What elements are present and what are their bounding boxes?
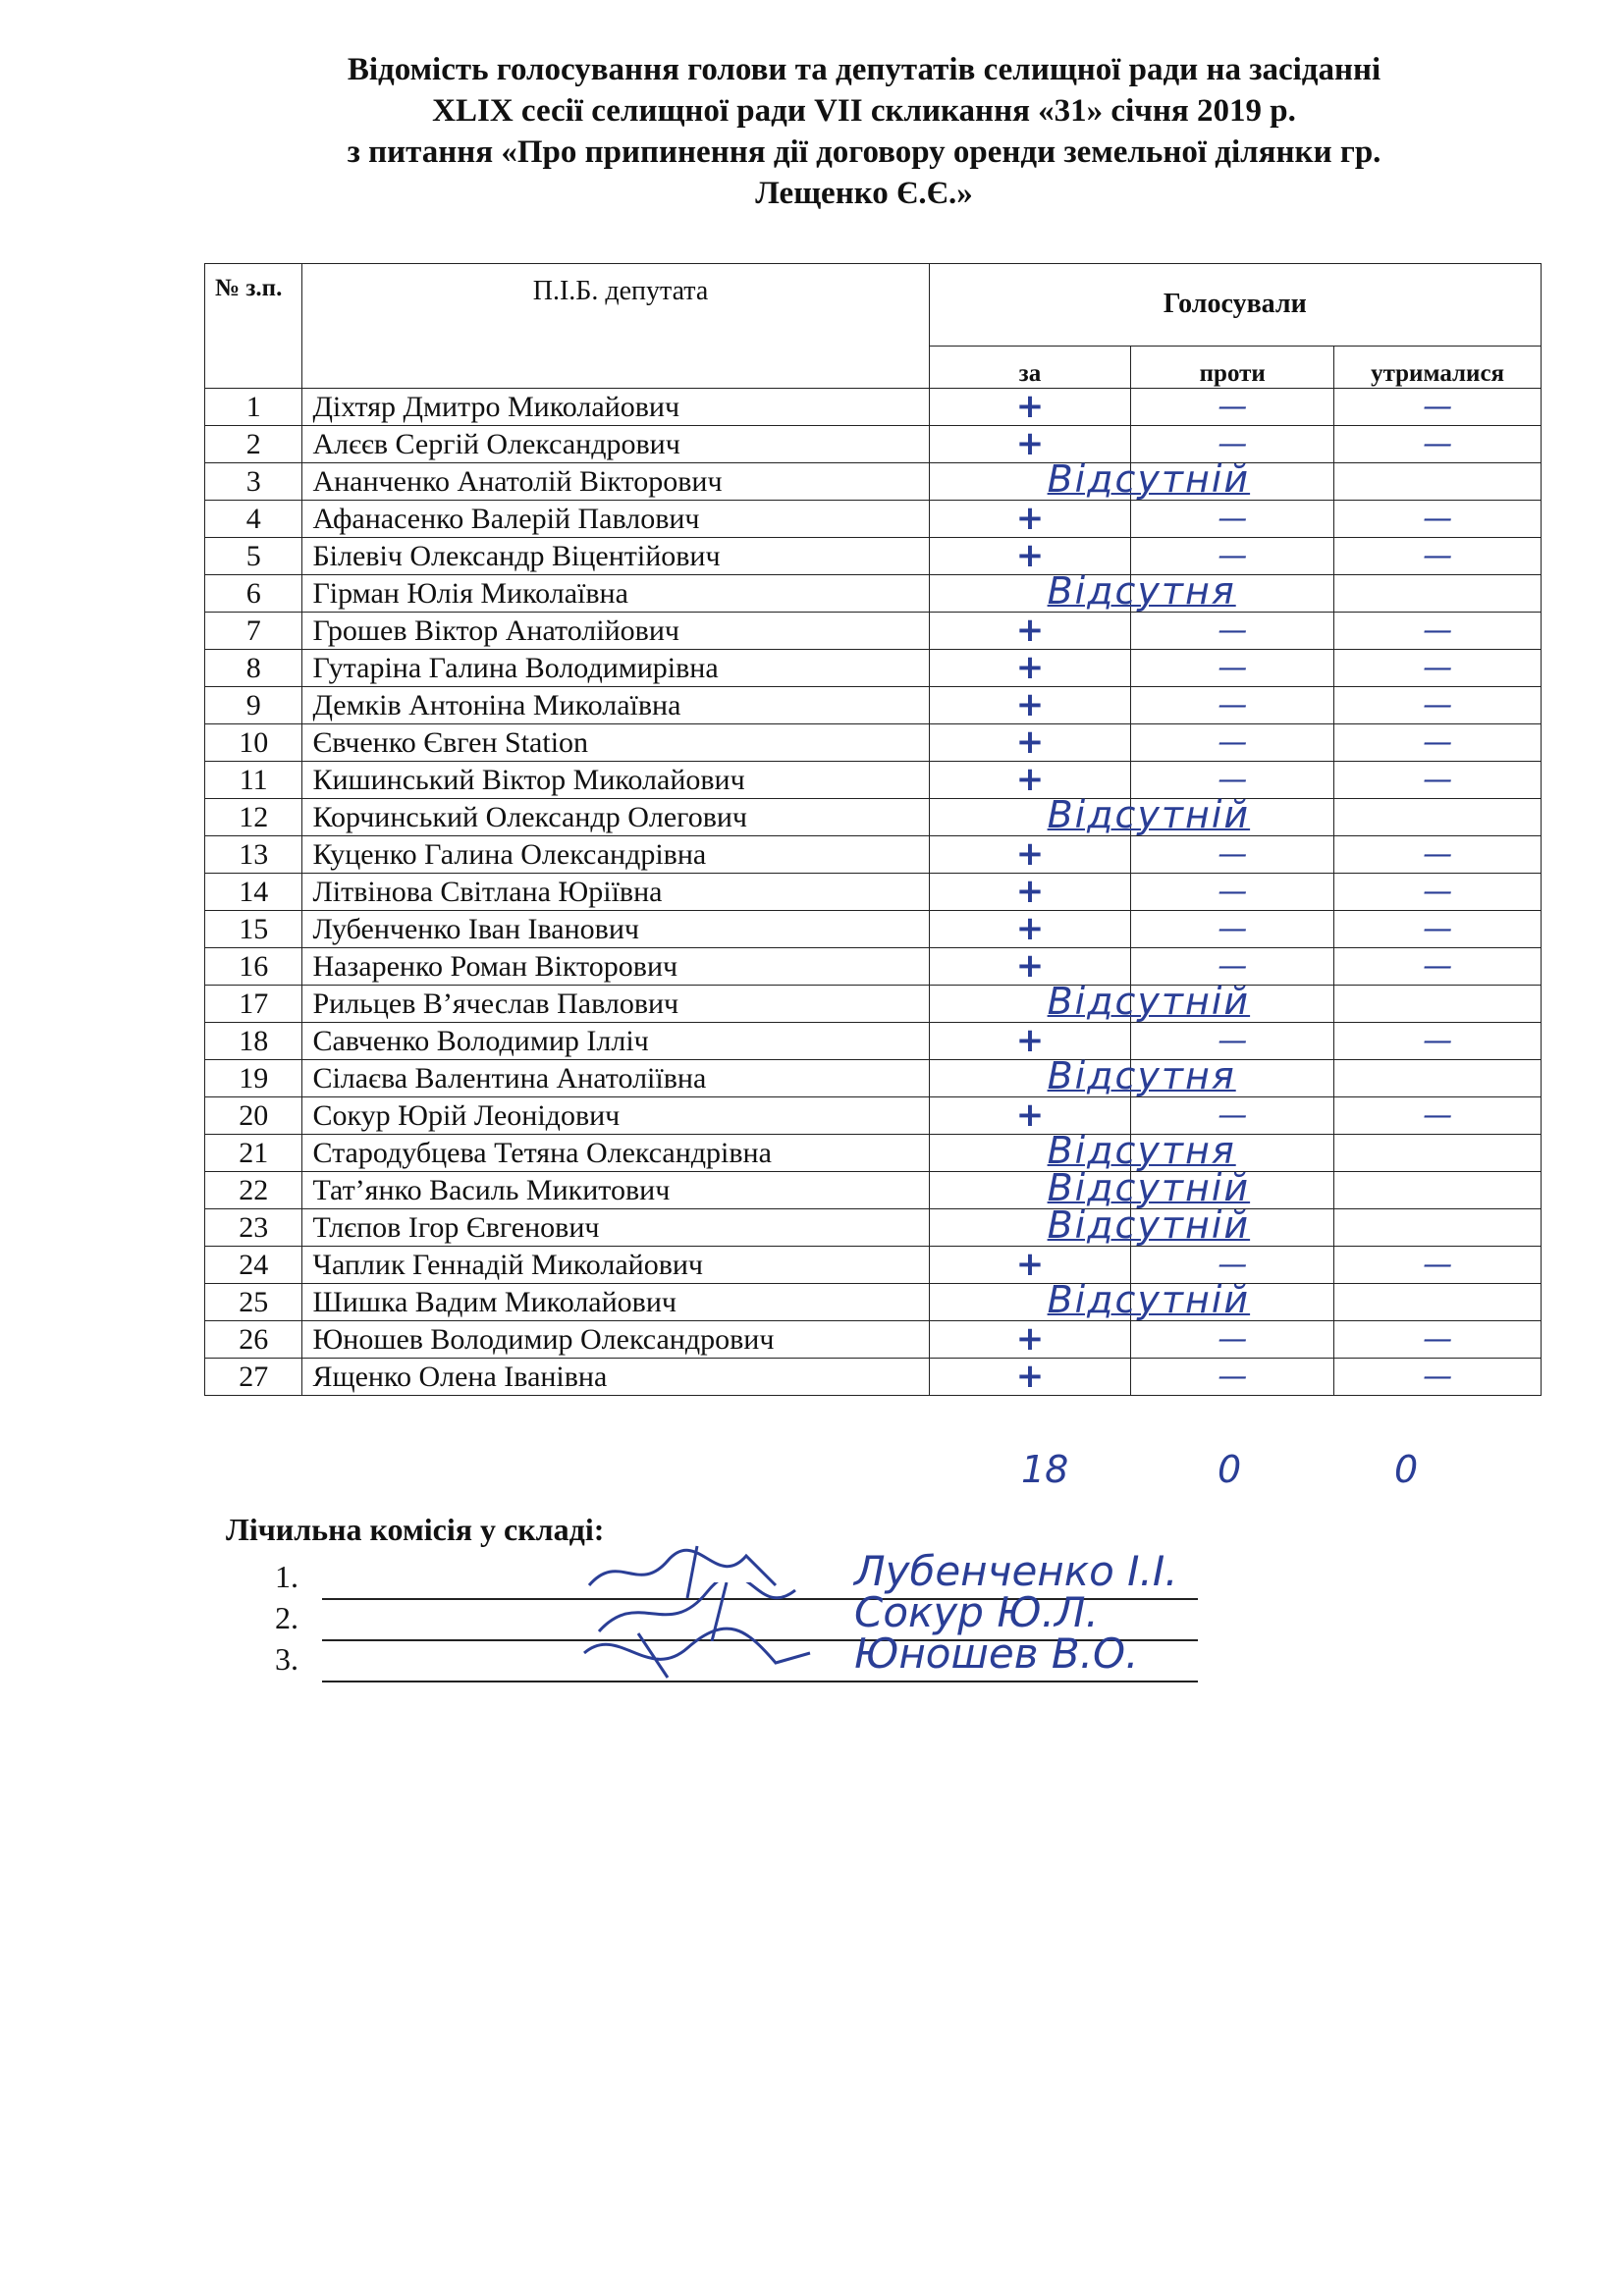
row-number: 18 bbox=[205, 1023, 302, 1060]
vote-mark: — bbox=[1423, 539, 1453, 573]
vote-against-cell bbox=[1131, 389, 1334, 426]
table-row bbox=[205, 613, 1542, 650]
vote-against-cell bbox=[1131, 650, 1334, 687]
header-line-2: XLIX сесії селищної ради VII скликання «31» січня 2019 р. bbox=[432, 93, 1296, 129]
absent-note: Відсутній bbox=[1047, 980, 1251, 1023]
column-header-number: № з.п. bbox=[205, 264, 302, 389]
vote-mark: — bbox=[1218, 1360, 1248, 1394]
table-row bbox=[205, 687, 1542, 724]
vote-mark: — bbox=[1218, 875, 1248, 909]
vote-mark: — bbox=[1423, 725, 1453, 760]
vote-for-cell bbox=[929, 687, 1131, 724]
vote-mark: — bbox=[1423, 837, 1453, 872]
vote-for-cell bbox=[929, 724, 1131, 762]
vote-for-cell bbox=[929, 980, 1251, 1023]
vote-for-cell bbox=[929, 874, 1131, 911]
deputy-name: Назаренко Роман Вікторович bbox=[302, 948, 929, 986]
deputy-name: Тат’янко Василь Микитович bbox=[302, 1172, 929, 1209]
vote-mark: + bbox=[1015, 611, 1045, 650]
vote-mark: + bbox=[1015, 1021, 1045, 1060]
vote-mark: — bbox=[1423, 875, 1453, 909]
vote-abstain-cell bbox=[1334, 1060, 1542, 1097]
row-number: 11 bbox=[205, 762, 302, 799]
row-number: 27 bbox=[205, 1359, 302, 1396]
absent-note: Відсутній bbox=[1047, 793, 1251, 836]
vote-mark: — bbox=[1423, 688, 1453, 722]
member-number: 3. bbox=[275, 1641, 298, 1677]
vote-mark: + bbox=[1015, 946, 1045, 986]
vote-abstain-cell bbox=[1334, 501, 1542, 538]
vote-mark: + bbox=[1015, 685, 1045, 724]
vote-for-cell bbox=[929, 793, 1251, 836]
vote-for-cell bbox=[929, 1321, 1131, 1359]
deputy-name: Афанасенко Валерій Павлович bbox=[302, 501, 929, 538]
vote-abstain-cell bbox=[1334, 613, 1542, 650]
member-number: 2. bbox=[275, 1600, 298, 1635]
row-number: 1 bbox=[205, 389, 302, 426]
row-number: 21 bbox=[205, 1135, 302, 1172]
row-number: 22 bbox=[205, 1172, 302, 1209]
table-row bbox=[205, 426, 1542, 463]
vote-abstain-cell bbox=[1334, 1284, 1542, 1321]
deputy-name: Гірман Юлія Миколаївна bbox=[302, 575, 929, 613]
vote-mark: — bbox=[1218, 614, 1248, 648]
vote-against-cell bbox=[1131, 724, 1334, 762]
vote-mark: + bbox=[1015, 1357, 1045, 1396]
vote-abstain-cell bbox=[1334, 1247, 1542, 1284]
vote-mark: — bbox=[1423, 1322, 1453, 1357]
commission-title: Лічильна комісія у складі: bbox=[226, 1512, 605, 1547]
table-row bbox=[205, 911, 1542, 948]
vote-mark: — bbox=[1423, 1360, 1453, 1394]
vote-for-cell bbox=[929, 1359, 1131, 1396]
vote-mark: + bbox=[1015, 648, 1045, 687]
deputy-name: Тлєпов Ігор Євгенович bbox=[302, 1209, 929, 1247]
absent-note: Відсутня bbox=[1047, 1129, 1236, 1172]
vote-against-cell bbox=[1131, 613, 1334, 650]
vote-mark: — bbox=[1218, 725, 1248, 760]
vote-mark: + bbox=[1015, 499, 1045, 538]
vote-abstain-cell bbox=[1334, 538, 1542, 575]
table-row bbox=[205, 463, 1542, 501]
vote-for-cell bbox=[929, 1278, 1251, 1321]
row-number: 16 bbox=[205, 948, 302, 986]
vote-abstain-cell bbox=[1334, 426, 1542, 463]
vote-for-cell bbox=[929, 911, 1131, 948]
vote-abstain-cell bbox=[1334, 463, 1542, 501]
column-header-abstain: утрималися bbox=[1334, 346, 1542, 388]
vote-abstain-cell bbox=[1334, 799, 1542, 836]
vote-abstain-cell bbox=[1334, 1097, 1542, 1135]
column-header-voted: Голосували bbox=[929, 264, 1541, 347]
vote-abstain-cell bbox=[1334, 986, 1542, 1023]
vote-for-cell bbox=[929, 1203, 1251, 1247]
column-header-name: П.І.Б. депутата bbox=[302, 264, 929, 389]
row-number: 10 bbox=[205, 724, 302, 762]
row-number: 20 bbox=[205, 1097, 302, 1135]
deputy-name: Діхтяр Дмитро Миколайович bbox=[302, 389, 929, 426]
table-row bbox=[205, 724, 1542, 762]
absent-note: Відсутній bbox=[1047, 1166, 1251, 1209]
vote-abstain-cell bbox=[1334, 1209, 1542, 1247]
deputy-name: Євченко Євген Station bbox=[302, 724, 929, 762]
deputy-name: Чаплик Геннадій Миколайович bbox=[302, 1247, 929, 1284]
vote-against-cell bbox=[1131, 1359, 1334, 1396]
vote-mark: — bbox=[1218, 651, 1248, 685]
table-row bbox=[205, 1023, 1542, 1060]
vote-mark: — bbox=[1218, 688, 1248, 722]
deputy-name: Ященко Олена Іванівна bbox=[302, 1359, 929, 1396]
table-row bbox=[205, 538, 1542, 575]
vote-abstain-cell bbox=[1334, 389, 1542, 426]
vote-mark: — bbox=[1423, 1098, 1453, 1133]
header-line-1: Відомість голосування голови та депутатів селищної ради на засіданні bbox=[347, 52, 1381, 87]
deputy-name: Куценко Галина Олександрівна bbox=[302, 836, 929, 874]
member-number: 1. bbox=[275, 1559, 298, 1594]
vote-against-cell bbox=[1131, 874, 1334, 911]
deputy-name: Шишка Вадим Миколайович bbox=[302, 1284, 929, 1321]
table-row bbox=[205, 799, 1542, 836]
deputy-name: Стародубцева Тетяна Олександрівна bbox=[302, 1135, 929, 1172]
table-row bbox=[205, 762, 1542, 799]
vote-for-cell bbox=[929, 501, 1131, 538]
vote-mark: + bbox=[1015, 1319, 1045, 1359]
vote-abstain-cell bbox=[1334, 1172, 1542, 1209]
vote-mark: — bbox=[1218, 1322, 1248, 1357]
table-row bbox=[205, 501, 1542, 538]
vote-mark: + bbox=[1015, 536, 1045, 575]
vote-mark: — bbox=[1218, 427, 1248, 461]
vote-for-cell bbox=[929, 650, 1131, 687]
vote-mark: — bbox=[1423, 390, 1453, 424]
deputy-name: Грошев Віктор Анатолійович bbox=[302, 613, 929, 650]
table-body bbox=[205, 389, 1542, 1396]
member-name: Юношев В.О. bbox=[854, 1629, 1139, 1678]
vote-mark: — bbox=[1218, 502, 1248, 536]
vote-abstain-cell bbox=[1334, 1321, 1542, 1359]
vote-mark: — bbox=[1218, 912, 1248, 946]
deputy-name: Літвінова Світлана Юріївна bbox=[302, 874, 929, 911]
row-number: 25 bbox=[205, 1284, 302, 1321]
absent-note: Відсутня bbox=[1047, 569, 1236, 613]
vote-mark: + bbox=[1015, 760, 1045, 799]
vote-mark: + bbox=[1015, 909, 1045, 948]
deputy-name: Білевіч Олександр Віцентійович bbox=[302, 538, 929, 575]
table-row bbox=[205, 1321, 1542, 1359]
vote-abstain-cell bbox=[1334, 911, 1542, 948]
vote-mark: — bbox=[1423, 427, 1453, 461]
deputy-name: Кишинський Віктор Миколайович bbox=[302, 762, 929, 799]
vote-mark: — bbox=[1423, 502, 1453, 536]
signature-icon bbox=[579, 1624, 815, 1682]
table-row bbox=[205, 650, 1542, 687]
deputy-name: Сілаєва Валентина Анатоліївна bbox=[302, 1060, 929, 1097]
vote-for-cell bbox=[929, 457, 1251, 501]
row-number: 8 bbox=[205, 650, 302, 687]
header-line-4: Лещенко Є.Є.» bbox=[755, 176, 973, 211]
deputy-name: Лубенченко Іван Іванович bbox=[302, 911, 929, 948]
vote-mark: — bbox=[1423, 912, 1453, 946]
table-row bbox=[205, 836, 1542, 874]
deputy-name: Савченко Володимир Ілліч bbox=[302, 1023, 929, 1060]
row-number: 26 bbox=[205, 1321, 302, 1359]
vote-abstain-cell bbox=[1334, 874, 1542, 911]
vote-mark: — bbox=[1423, 614, 1453, 648]
table-row bbox=[205, 1247, 1542, 1284]
table-row bbox=[205, 1284, 1542, 1321]
vote-abstain-cell bbox=[1334, 836, 1542, 874]
vote-mark: — bbox=[1218, 837, 1248, 872]
vote-against-cell bbox=[1131, 687, 1334, 724]
vote-abstain-cell bbox=[1334, 575, 1542, 613]
row-number: 9 bbox=[205, 687, 302, 724]
vote-mark: — bbox=[1218, 949, 1248, 984]
row-number: 15 bbox=[205, 911, 302, 948]
vote-mark: + bbox=[1015, 834, 1045, 874]
column-header-against: проти bbox=[1131, 346, 1334, 388]
column-header-for: за bbox=[929, 346, 1131, 388]
vote-mark: — bbox=[1218, 539, 1248, 573]
document-header bbox=[226, 49, 1502, 214]
deputy-name: Демків Антоніна Миколаївна bbox=[302, 687, 929, 724]
vote-mark: — bbox=[1218, 1024, 1248, 1058]
deputy-name: Ананченко Анатолій Вікторович bbox=[302, 463, 929, 501]
deputy-name: Рильцев В’ячеслав Павлович bbox=[302, 986, 929, 1023]
vote-mark: — bbox=[1423, 1024, 1453, 1058]
row-number: 24 bbox=[205, 1247, 302, 1284]
vote-mark: — bbox=[1423, 949, 1453, 984]
vote-abstain-cell bbox=[1334, 650, 1542, 687]
absent-note: Відсутній bbox=[1047, 457, 1251, 501]
member-name: Лубенченко І.І. bbox=[854, 1547, 1178, 1595]
vote-abstain-cell bbox=[1334, 1359, 1542, 1396]
table-row bbox=[205, 389, 1542, 426]
row-number: 17 bbox=[205, 986, 302, 1023]
member-name: Сокур Ю.Л. bbox=[854, 1588, 1099, 1636]
commission-member bbox=[275, 1629, 1198, 1690]
vote-for-cell bbox=[929, 836, 1131, 874]
vote-mark: — bbox=[1218, 763, 1248, 797]
table-row bbox=[205, 575, 1542, 613]
vote-for-cell bbox=[929, 613, 1131, 650]
table-row bbox=[205, 986, 1542, 1023]
vote-mark: + bbox=[1015, 424, 1045, 463]
vote-mark: + bbox=[1015, 1245, 1045, 1284]
voting-table bbox=[204, 263, 1542, 1396]
header-line-3: з питання «Про припинення дії договору оренди земельної ділянки гр. bbox=[347, 134, 1381, 170]
vote-mark: + bbox=[1015, 1095, 1045, 1135]
vote-mark: — bbox=[1218, 1098, 1248, 1133]
row-number: 6 bbox=[205, 575, 302, 613]
vote-abstain-cell bbox=[1334, 1023, 1542, 1060]
vote-against-cell bbox=[1131, 1321, 1334, 1359]
vote-for-cell bbox=[929, 389, 1131, 426]
row-number: 14 bbox=[205, 874, 302, 911]
row-number: 19 bbox=[205, 1060, 302, 1097]
vote-against-cell bbox=[1131, 836, 1334, 874]
vote-for-cell bbox=[929, 1054, 1236, 1097]
row-number: 5 bbox=[205, 538, 302, 575]
row-number: 12 bbox=[205, 799, 302, 836]
deputy-name: Юношев Володимир Олександрович bbox=[302, 1321, 929, 1359]
vote-mark: — bbox=[1423, 651, 1453, 685]
total-against: 0 bbox=[1218, 1448, 1242, 1491]
row-number: 13 bbox=[205, 836, 302, 874]
absent-note: Відсутня bbox=[1047, 1054, 1236, 1097]
absent-note: Відсутній bbox=[1047, 1278, 1251, 1321]
table-row bbox=[205, 948, 1542, 986]
vote-mark: — bbox=[1218, 1248, 1248, 1282]
row-number: 2 bbox=[205, 426, 302, 463]
vote-mark: — bbox=[1423, 1248, 1453, 1282]
total-abstain: 0 bbox=[1394, 1448, 1419, 1491]
vote-abstain-cell bbox=[1334, 724, 1542, 762]
vote-abstain-cell bbox=[1334, 1135, 1542, 1172]
row-number: 4 bbox=[205, 501, 302, 538]
vote-mark: + bbox=[1015, 387, 1045, 426]
table-row bbox=[205, 874, 1542, 911]
table-row bbox=[205, 1060, 1542, 1097]
row-number: 7 bbox=[205, 613, 302, 650]
total-for: 18 bbox=[1021, 1448, 1069, 1491]
vote-for-cell bbox=[929, 569, 1236, 613]
deputy-name: Сокур Юрій Леонідович bbox=[302, 1097, 929, 1135]
row-number: 23 bbox=[205, 1209, 302, 1247]
deputy-name: Гутаріна Галина Володимирівна bbox=[302, 650, 929, 687]
vote-against-cell bbox=[1131, 501, 1334, 538]
table-row bbox=[205, 1209, 1542, 1247]
table-row bbox=[205, 1172, 1542, 1209]
table-row bbox=[205, 1359, 1542, 1396]
deputy-name: Алєєв Сергій Олександрович bbox=[302, 426, 929, 463]
deputy-name: Корчинський Олександр Олегович bbox=[302, 799, 929, 836]
absent-note: Відсутній bbox=[1047, 1203, 1251, 1247]
row-number: 3 bbox=[205, 463, 302, 501]
vote-mark: + bbox=[1015, 872, 1045, 911]
vote-against-cell bbox=[1131, 911, 1334, 948]
vote-mark: — bbox=[1218, 390, 1248, 424]
vote-abstain-cell bbox=[1334, 687, 1542, 724]
table-row bbox=[205, 1135, 1542, 1172]
vote-abstain-cell bbox=[1334, 762, 1542, 799]
vote-mark: — bbox=[1423, 763, 1453, 797]
table-row bbox=[205, 1097, 1542, 1135]
vote-abstain-cell bbox=[1334, 948, 1542, 986]
vote-mark: + bbox=[1015, 722, 1045, 762]
